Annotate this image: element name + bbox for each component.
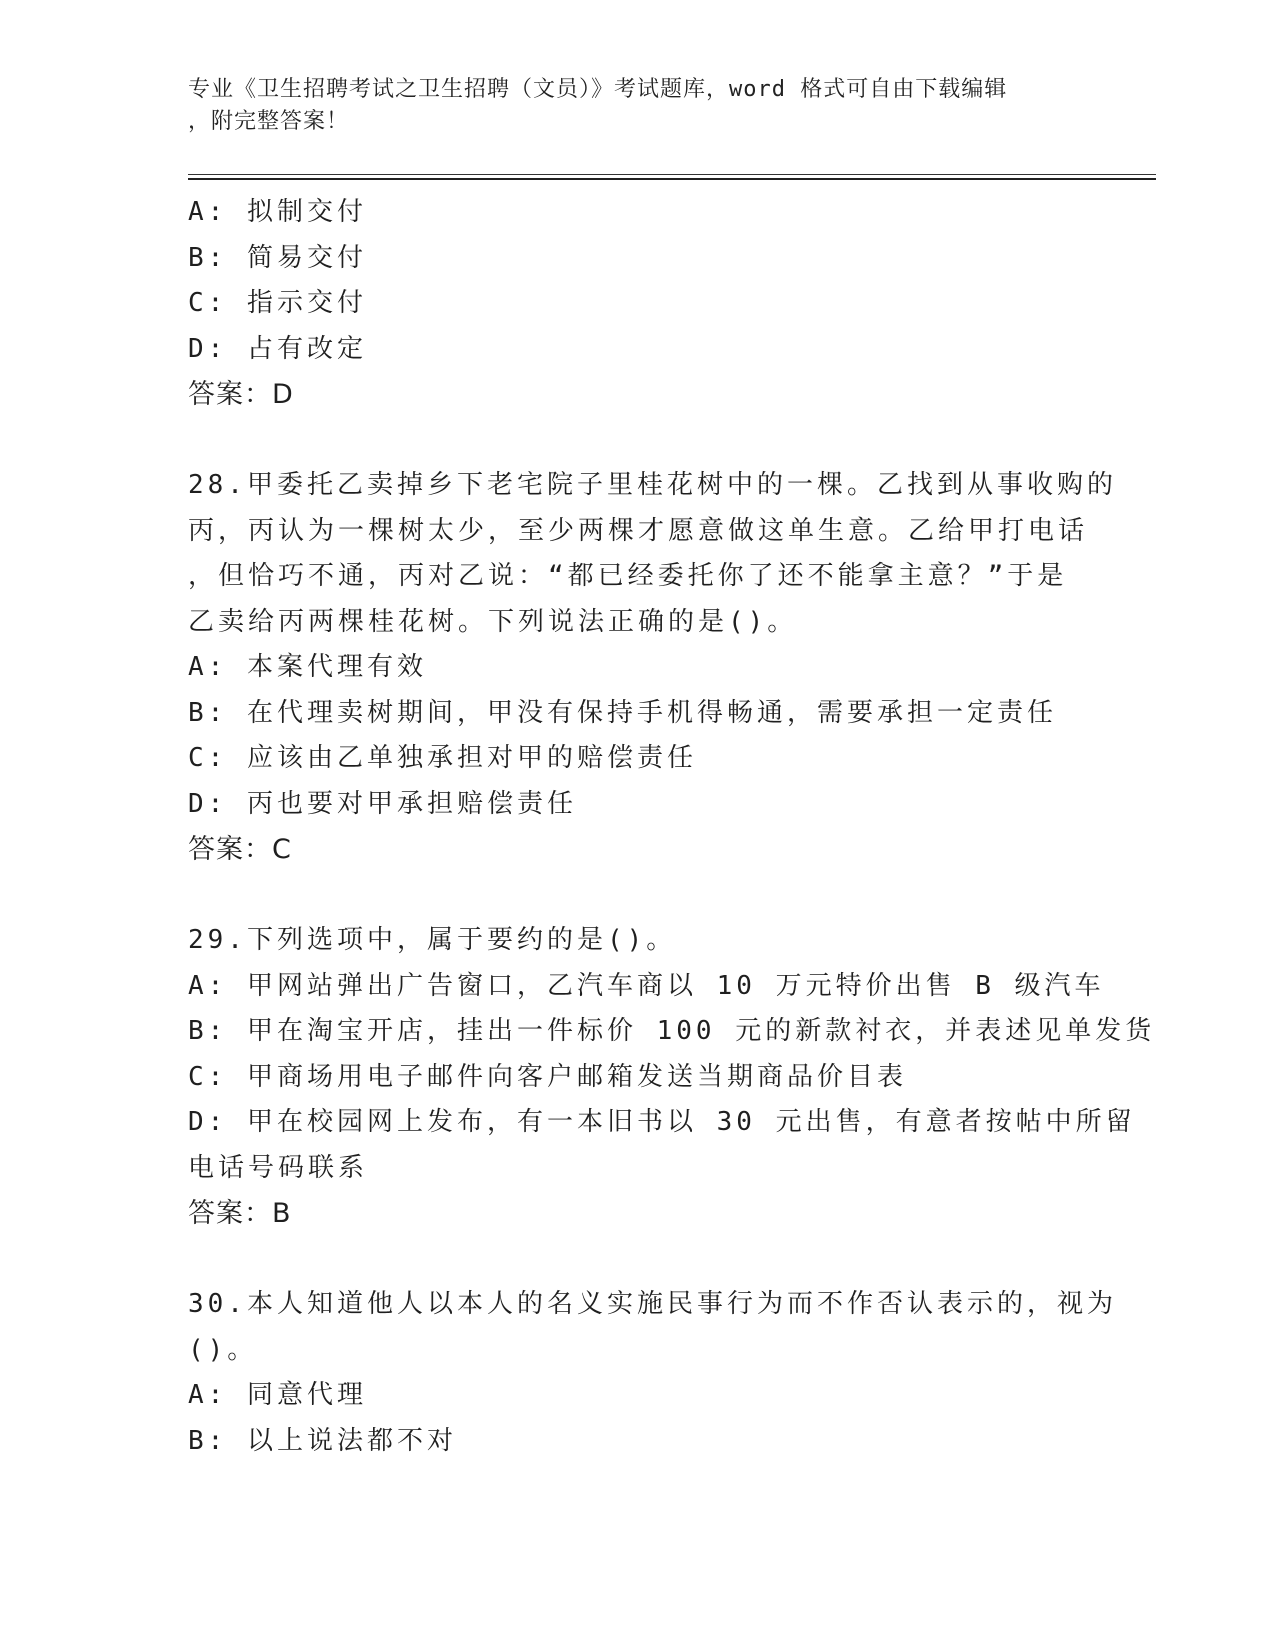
document-body	[188, 190, 1156, 1464]
option-c: C: 应该由乙单独承担对甲的赔偿责任	[188, 743, 697, 773]
question-stem-line: 30.本人知道他人以本人的名义实施民事行为而不作否认表示的，视为	[188, 1289, 1117, 1319]
question-stem-line: 丙，丙认为一棵树太少，至少两棵才愿意做这单生意。乙给甲打电话	[188, 515, 1089, 546]
answer-line: 答案：C	[188, 834, 292, 865]
option-d: D: 甲在校园网上发布，有一本旧书以 30 元出售，有意者按帖中所留	[188, 1107, 1136, 1137]
spacer	[188, 418, 1088, 464]
option-a: A: 拟制交付	[188, 197, 367, 227]
option-d: D: 丙也要对甲承担赔偿责任	[188, 788, 577, 819]
question-stem-line: 29.下列选项中，属于要约的是()。	[188, 925, 677, 955]
option-d-continued: 电话号码联系	[188, 1152, 369, 1183]
answer-line: 答案：B	[188, 1198, 292, 1229]
option-b: B: 在代理卖树期间，甲没有保持手机得畅通，需要承担一定责任	[188, 697, 1057, 728]
spacer	[188, 1237, 1088, 1283]
option-d: D: 占有改定	[188, 333, 367, 364]
header-line-2: ，附完整答案！	[188, 109, 350, 134]
answer-line: 答案：D	[188, 379, 294, 410]
question-stem-line: ，但恰巧不通，丙对乙说：“都已经委托你了还不能拿主意？”于是	[188, 561, 1068, 591]
header-divider-thin	[188, 174, 1156, 175]
question-27-block	[188, 190, 1088, 418]
option-b: B: 简易交付	[188, 242, 367, 273]
option-b: B: 以上说法都不对	[188, 1425, 457, 1456]
option-a: A: 本案代理有效	[188, 652, 427, 682]
spacer	[188, 873, 1088, 919]
question-stem-line: 28.甲委托乙卖掉乡下老宅院子里桂花树中的一棵。乙找到从事收购的	[188, 470, 1117, 500]
question-stem-line: ()。	[188, 1334, 258, 1365]
question-stem-line: 乙卖给丙两棵桂花树。下列说法正确的是()。	[188, 606, 798, 637]
option-a: A: 甲网站弹出广告窗口，乙汽车商以 10 万元特价出售 B 级汽车	[188, 970, 1105, 1001]
header-divider-thick	[188, 178, 1156, 180]
option-b: B: 甲在淘宝开店，挂出一件标价 100 元的新款衬衣，并表述见单发货	[188, 1016, 1156, 1046]
question-30-block	[188, 1282, 1117, 1464]
option-c: C: 指示交付	[188, 288, 367, 318]
question-28-block	[188, 463, 1117, 873]
option-a: A: 同意代理	[188, 1380, 367, 1410]
header-line-1: 专业《卫生招聘考试之卫生招聘（文员）》考试题库，word 格式可自由下载编辑	[188, 77, 1008, 102]
option-c: C: 甲商场用电子邮件向客户邮箱发送当期商品价目表	[188, 1061, 907, 1092]
document-header	[188, 74, 1088, 138]
question-29-block	[188, 918, 1156, 1237]
